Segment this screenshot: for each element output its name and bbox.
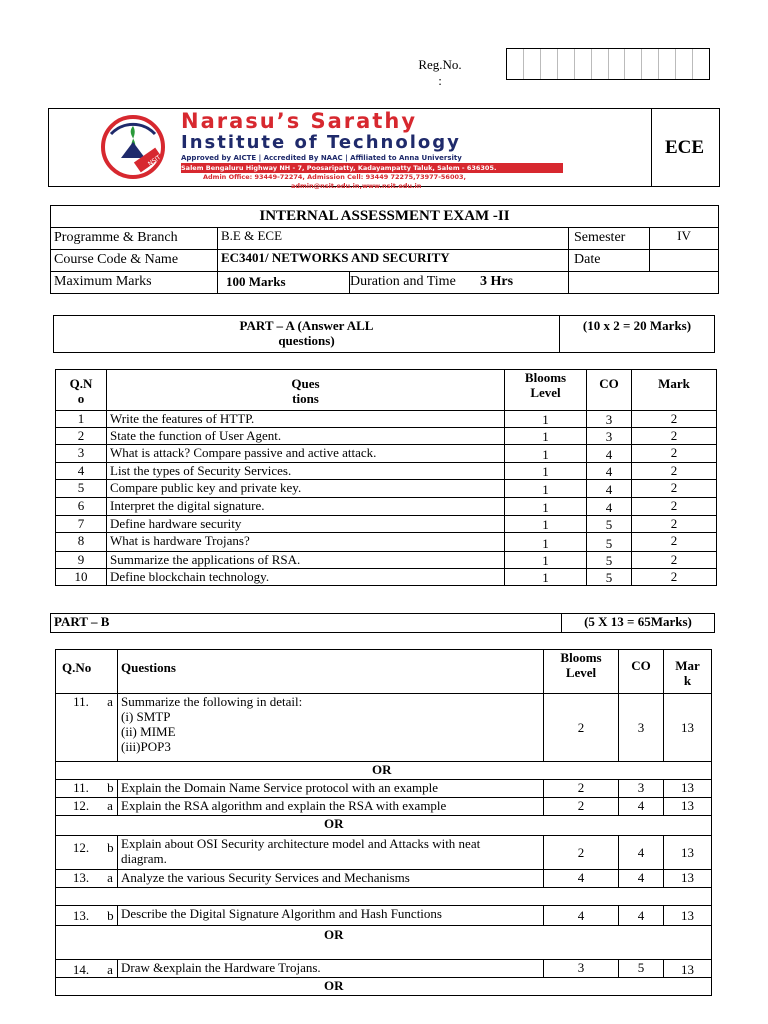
part-a-qno: 5 (56, 480, 107, 498)
q13a-co: 4 (619, 870, 664, 888)
part-a-blooms: 1 (505, 498, 587, 516)
q13b-text: Describe the Digital Signature Algorithm and Hash Functions (118, 906, 544, 926)
svg-text:NSIT: NSIT (146, 154, 163, 168)
part-a-co: 4 (587, 498, 632, 516)
part-b-table (55, 649, 712, 996)
q11b-blooms: 2 (544, 780, 619, 798)
col-b-co: CO (619, 650, 664, 694)
date-label: Date (569, 250, 650, 272)
q12b-blooms: 2 (544, 836, 619, 870)
part-a-blooms: 1 (505, 445, 587, 463)
college-header (48, 108, 652, 190)
q13b-sub: b (106, 906, 117, 926)
q11a-sub: a (106, 694, 117, 762)
q13a-no: 13. (56, 870, 107, 888)
course-label: Course Code & Name (51, 250, 218, 272)
col-mark: Mark (632, 370, 717, 411)
part-a-question: Interpret the digital signature. (107, 498, 505, 516)
q12a-text: Explain the RSA algorithm and explain the RSA with example (118, 798, 544, 816)
part-a-qno: 9 (56, 552, 107, 569)
col-blooms: Blooms Level (505, 370, 587, 411)
q13a-blooms: 4 (544, 870, 619, 888)
q11a-mark: 13 (664, 694, 712, 762)
q11a-co: 3 (619, 694, 664, 762)
part-b-marks: (5 X 13 = 65Marks) (562, 614, 715, 633)
q13b-mark: 13 (664, 906, 712, 926)
part-a-mark: 2 (632, 552, 717, 569)
part-a-blooms: 1 (505, 411, 587, 428)
department-code: ECE (650, 108, 720, 187)
part-a-row (56, 411, 717, 428)
duration-cell (350, 272, 569, 294)
q12b-text: Explain about OSI Security architecture model and Attacks with neat diagram. (118, 836, 544, 870)
part-a-title: PART – A (Answer ALL questions) (54, 316, 560, 353)
part-a-qno: 1 (56, 411, 107, 428)
exam-title: INTERNAL ASSESSMENT EXAM -II (51, 206, 719, 228)
part-a-qno: 10 (56, 569, 107, 586)
part-a-table (55, 369, 717, 586)
col-b-blooms: Blooms Level (544, 650, 619, 694)
college-address: Salem Bengaluru Highway NH - 7, Poosaripatty, Kadayampatty Taluk, Salem - 636305. (181, 163, 563, 173)
part-a-blooms: 1 (505, 463, 587, 480)
q11a-blooms: 2 (544, 694, 619, 762)
part-a-mark: 2 (632, 445, 717, 463)
part-a-blooms: 1 (505, 480, 587, 498)
part-a-row (56, 480, 717, 498)
max-marks-label: Maximum Marks (51, 272, 218, 294)
q13a-mark: 13 (664, 870, 712, 888)
col-b-questions: Questions (118, 650, 544, 694)
max-marks-value: 100 Marks (218, 272, 350, 294)
part-a-header (53, 315, 715, 353)
part-a-blooms: 1 (505, 552, 587, 569)
part-a-qno: 8 (56, 533, 107, 552)
part-a-mark: 2 (632, 498, 717, 516)
part-a-row (56, 445, 717, 463)
part-a-blooms: 1 (505, 428, 587, 445)
reg-no-boxes[interactable] (506, 48, 710, 80)
part-a-question: What is attack? Compare passive and active attack. (107, 445, 505, 463)
part-a-row (56, 516, 717, 533)
semester-label: Semester (569, 228, 650, 250)
col-b-mark: Mar k (664, 650, 712, 694)
part-a-mark: 2 (632, 411, 717, 428)
q12b-sub: b (106, 836, 117, 870)
part-a-row (56, 463, 717, 480)
col-co: CO (587, 370, 632, 411)
q11b-co: 3 (619, 780, 664, 798)
part-b-header (50, 613, 715, 633)
q11b-mark: 13 (664, 780, 712, 798)
part-a-question: Define hardware security (107, 516, 505, 533)
college-name-line1: Narasu’s Sarathy (181, 109, 418, 133)
part-a-row (56, 498, 717, 516)
col-questions: Ques tions (107, 370, 505, 411)
or-4: OR (56, 978, 712, 996)
q14a-co: 5 (619, 960, 664, 978)
part-a-row (56, 552, 717, 569)
q12a-co: 4 (619, 798, 664, 816)
part-a-mark: 2 (632, 463, 717, 480)
q11a-no: 11. (56, 694, 107, 762)
semester-value: IV (650, 228, 719, 250)
part-a-row (56, 533, 717, 552)
exam-info-table (50, 205, 719, 294)
col-b-qno: Q.No (56, 650, 118, 694)
part-a-qno: 7 (56, 516, 107, 533)
college-logo-icon (97, 112, 169, 182)
q13b-co: 4 (619, 906, 664, 926)
programme-value: B.E & ECE (218, 228, 569, 250)
part-a-qno: 3 (56, 445, 107, 463)
part-a-blooms: 1 (505, 533, 587, 552)
part-a-question: What is hardware Trojans? (107, 533, 505, 552)
q14a-sub: a (106, 960, 117, 978)
college-contact2: admin@nsit.edu.in,www.nsit.edu.in (291, 182, 422, 190)
q11b-text: Explain the Domain Name Service protocol with an example (118, 780, 544, 798)
q12a-no: 12. (56, 798, 107, 816)
q13b-blooms: 4 (544, 906, 619, 926)
part-a-question: List the types of Security Services. (107, 463, 505, 480)
part-a-co: 3 (587, 411, 632, 428)
q14a-mark: 13 (664, 960, 712, 978)
q12a-sub: a (106, 798, 117, 816)
part-a-co: 5 (587, 552, 632, 569)
part-a-co: 4 (587, 463, 632, 480)
part-a-co: 5 (587, 533, 632, 552)
q13a-text: Analyze the various Security Services and Mechanisms (118, 870, 544, 888)
part-a-row (56, 569, 717, 586)
part-a-question: Define blockchain technology. (107, 569, 505, 586)
college-name-line2: Institute of Technology (181, 132, 461, 153)
q12a-blooms: 2 (544, 798, 619, 816)
q12b-no: 12. (56, 836, 107, 870)
part-a-question: Write the features of HTTP. (107, 411, 505, 428)
col-qno: Q.N o (56, 370, 107, 411)
part-a-qno: 6 (56, 498, 107, 516)
course-value: EC3401/ NETWORKS AND SECURITY (218, 250, 569, 272)
q14a-blooms: 3 (544, 960, 619, 978)
or-2: OR (56, 816, 712, 836)
q12b-mark: 13 (664, 836, 712, 870)
college-contact1: Admin Office: 93449-72274, Admission Cell: 93449 72275,73977-56003, (203, 173, 466, 181)
part-a-blooms: 1 (505, 569, 587, 586)
part-a-mark: 2 (632, 516, 717, 533)
q14a-text: Draw &explain the Hardware Trojans. (118, 960, 544, 978)
part-a-qno: 4 (56, 463, 107, 480)
q13a-sub: a (106, 870, 117, 888)
reg-no-label: Reg.No. : (418, 57, 462, 88)
q11a-text: Summarize the following in detail: (i) SMTP (ii) MIME (iii)POP3 (118, 694, 544, 762)
q12a-mark: 13 (664, 798, 712, 816)
part-a-question: Compare public key and private key. (107, 480, 505, 498)
duration-extra (569, 272, 719, 294)
part-a-mark: 2 (632, 428, 717, 445)
date-value (650, 250, 719, 272)
part-a-marks: (10 x 2 = 20 Marks) (560, 316, 715, 353)
part-a-mark: 2 (632, 533, 717, 552)
duration-value: 3 Hrs (480, 274, 514, 289)
part-a-blooms: 1 (505, 516, 587, 533)
part-a-co: 5 (587, 516, 632, 533)
q12b-co: 4 (619, 836, 664, 870)
part-b-title: PART – B (51, 614, 562, 633)
programme-label: Programme & Branch (51, 228, 218, 250)
blank-row-1 (56, 888, 712, 906)
college-approval: Approved by AICTE | Accredited By NAAC | Affiliated to Anna University (181, 154, 462, 162)
part-a-mark: 2 (632, 569, 717, 586)
or-3: OR (56, 926, 712, 960)
part-a-co: 5 (587, 569, 632, 586)
part-a-co: 3 (587, 428, 632, 445)
part-a-question: Summarize the applications of RSA. (107, 552, 505, 569)
part-a-co: 4 (587, 445, 632, 463)
duration-label: Duration and Time (350, 274, 456, 289)
part-a-question: State the function of User Agent. (107, 428, 505, 445)
part-a-qno: 2 (56, 428, 107, 445)
part-a-mark: 2 (632, 480, 717, 498)
q11b-sub: b (106, 780, 117, 798)
part-a-co: 4 (587, 480, 632, 498)
part-a-row (56, 428, 717, 445)
or-1: OR (56, 762, 712, 780)
q13b-no: 13. (56, 906, 107, 926)
q14a-no: 14. (56, 960, 107, 978)
q11b-no: 11. (56, 780, 107, 798)
